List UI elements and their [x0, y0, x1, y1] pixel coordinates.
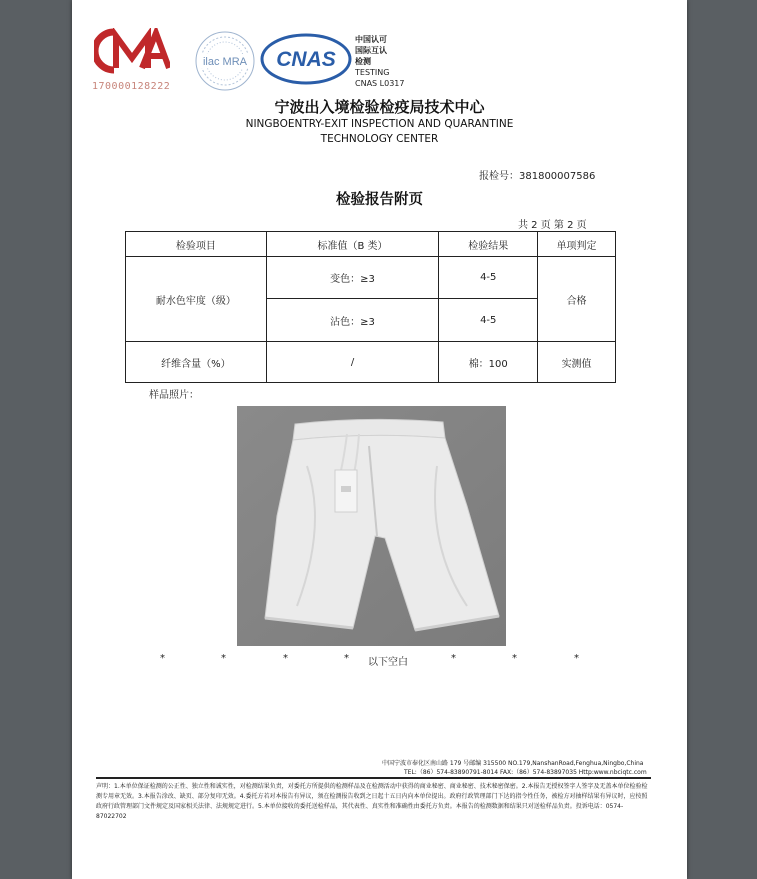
result-cell: 4-5 [439, 257, 538, 299]
star-mark: * [451, 653, 456, 664]
cnas-line: TESTING [355, 68, 390, 77]
cnas-logo [260, 33, 352, 85]
header-cell: 检验项目 [126, 232, 267, 257]
blank-below-text: 以下空白 [368, 657, 408, 668]
star-mark: * [160, 653, 165, 664]
table-row [126, 257, 616, 299]
cnas-line: 中国认可 [355, 35, 387, 44]
page-count: 共 2 页 第 2 页 [518, 220, 587, 231]
report-page [72, 0, 687, 879]
cnas-line: CNAS L0317 [355, 79, 405, 88]
report-number: 报检号：381800007586 [479, 171, 596, 182]
cnas-line: 国际互认 [355, 46, 387, 55]
sample-photo [237, 406, 506, 646]
photo-label: 样品照片： [149, 390, 199, 401]
star-mark: * [344, 653, 349, 664]
cnas-line: 检测 [355, 57, 371, 66]
table-row [126, 342, 616, 383]
footer-contact: TEL:（86）574-83890791-8014 FAX:（86）574-83897035 Http:www.nbciqtc.com [404, 769, 647, 776]
result-cell: 棉：100 [439, 342, 538, 383]
header-cell: 标准值（B 类） [266, 232, 439, 257]
org-name-en-line2: TECHNOLOGY CENTER [320, 133, 439, 145]
table-header-row [126, 232, 616, 257]
document-title: 检验报告附页 [336, 192, 423, 208]
cma-number: 170000128222 [92, 81, 171, 92]
result-cell: 4-5 [439, 299, 538, 342]
ilac-mra-logo [194, 30, 256, 92]
verdict-cell: 实测值 [538, 342, 616, 383]
footer-address: 中国宁波市奉化区南山路 179 号邮编 315500 NO.179,NanshanRoad,Fenghua,Ningbo,China [382, 760, 644, 767]
footer-divider [96, 777, 651, 779]
cma-logo [94, 28, 170, 74]
footer-declaration: 声明：1.本单位保证检测的公正性、独立性和诚实性，对检测结果负责，对委托方所提供的检测样品及在检测活动中获得的商业秘密、商业秘密、技术秘密保密。2.本报告无授权签字人签字及无盖本单位检验检测专用章无效。3.本报告涂改、缺页、部分复印无效。4.委托方若对本报告有异议，须在检测报告收到之日起十五日内向本单位提出。政府行政管理部门下达的指令性任务，被检方对抽样结果有异议时，应按照政府行政管理部门文件规定及国家相关法律、法规规定进行。5.本单位接收的委托送检样品，其代表性、真实性和准确性由委托方负责。本报告的检测数据和结果只对送检样品负责。投诉电话：0574-87022702 [96, 783, 648, 820]
star-mark: * [512, 653, 517, 664]
standard-cell: 变色：≥3 [266, 257, 439, 299]
header-cell: 检验结果 [439, 232, 538, 257]
standard-cell: 沾色：≥3 [266, 299, 439, 342]
svg-text:ilac MRA: ilac MRA [202, 56, 248, 68]
star-mark: * [574, 653, 579, 664]
standard-cell: / [266, 342, 439, 383]
org-name-cn: 宁波出入境检验检疫局技术中心 [274, 98, 485, 116]
star-mark: * [283, 653, 288, 664]
org-name-en-line1: NINGBOENTRY-EXIT INSPECTION AND QUARANTINE [245, 118, 514, 130]
cnas-accreditation-text [355, 34, 404, 89]
svg-text:CNAS: CNAS [276, 48, 336, 71]
header-cell: 单项判定 [538, 232, 616, 257]
results-table [125, 231, 616, 383]
verdict-cell: 合格 [538, 257, 616, 342]
item-cell: 耐水色牢度（级） [126, 257, 267, 342]
star-mark: * [221, 653, 226, 664]
shorts-image [237, 406, 506, 646]
item-cell: 纤维含量（%） [126, 342, 267, 383]
